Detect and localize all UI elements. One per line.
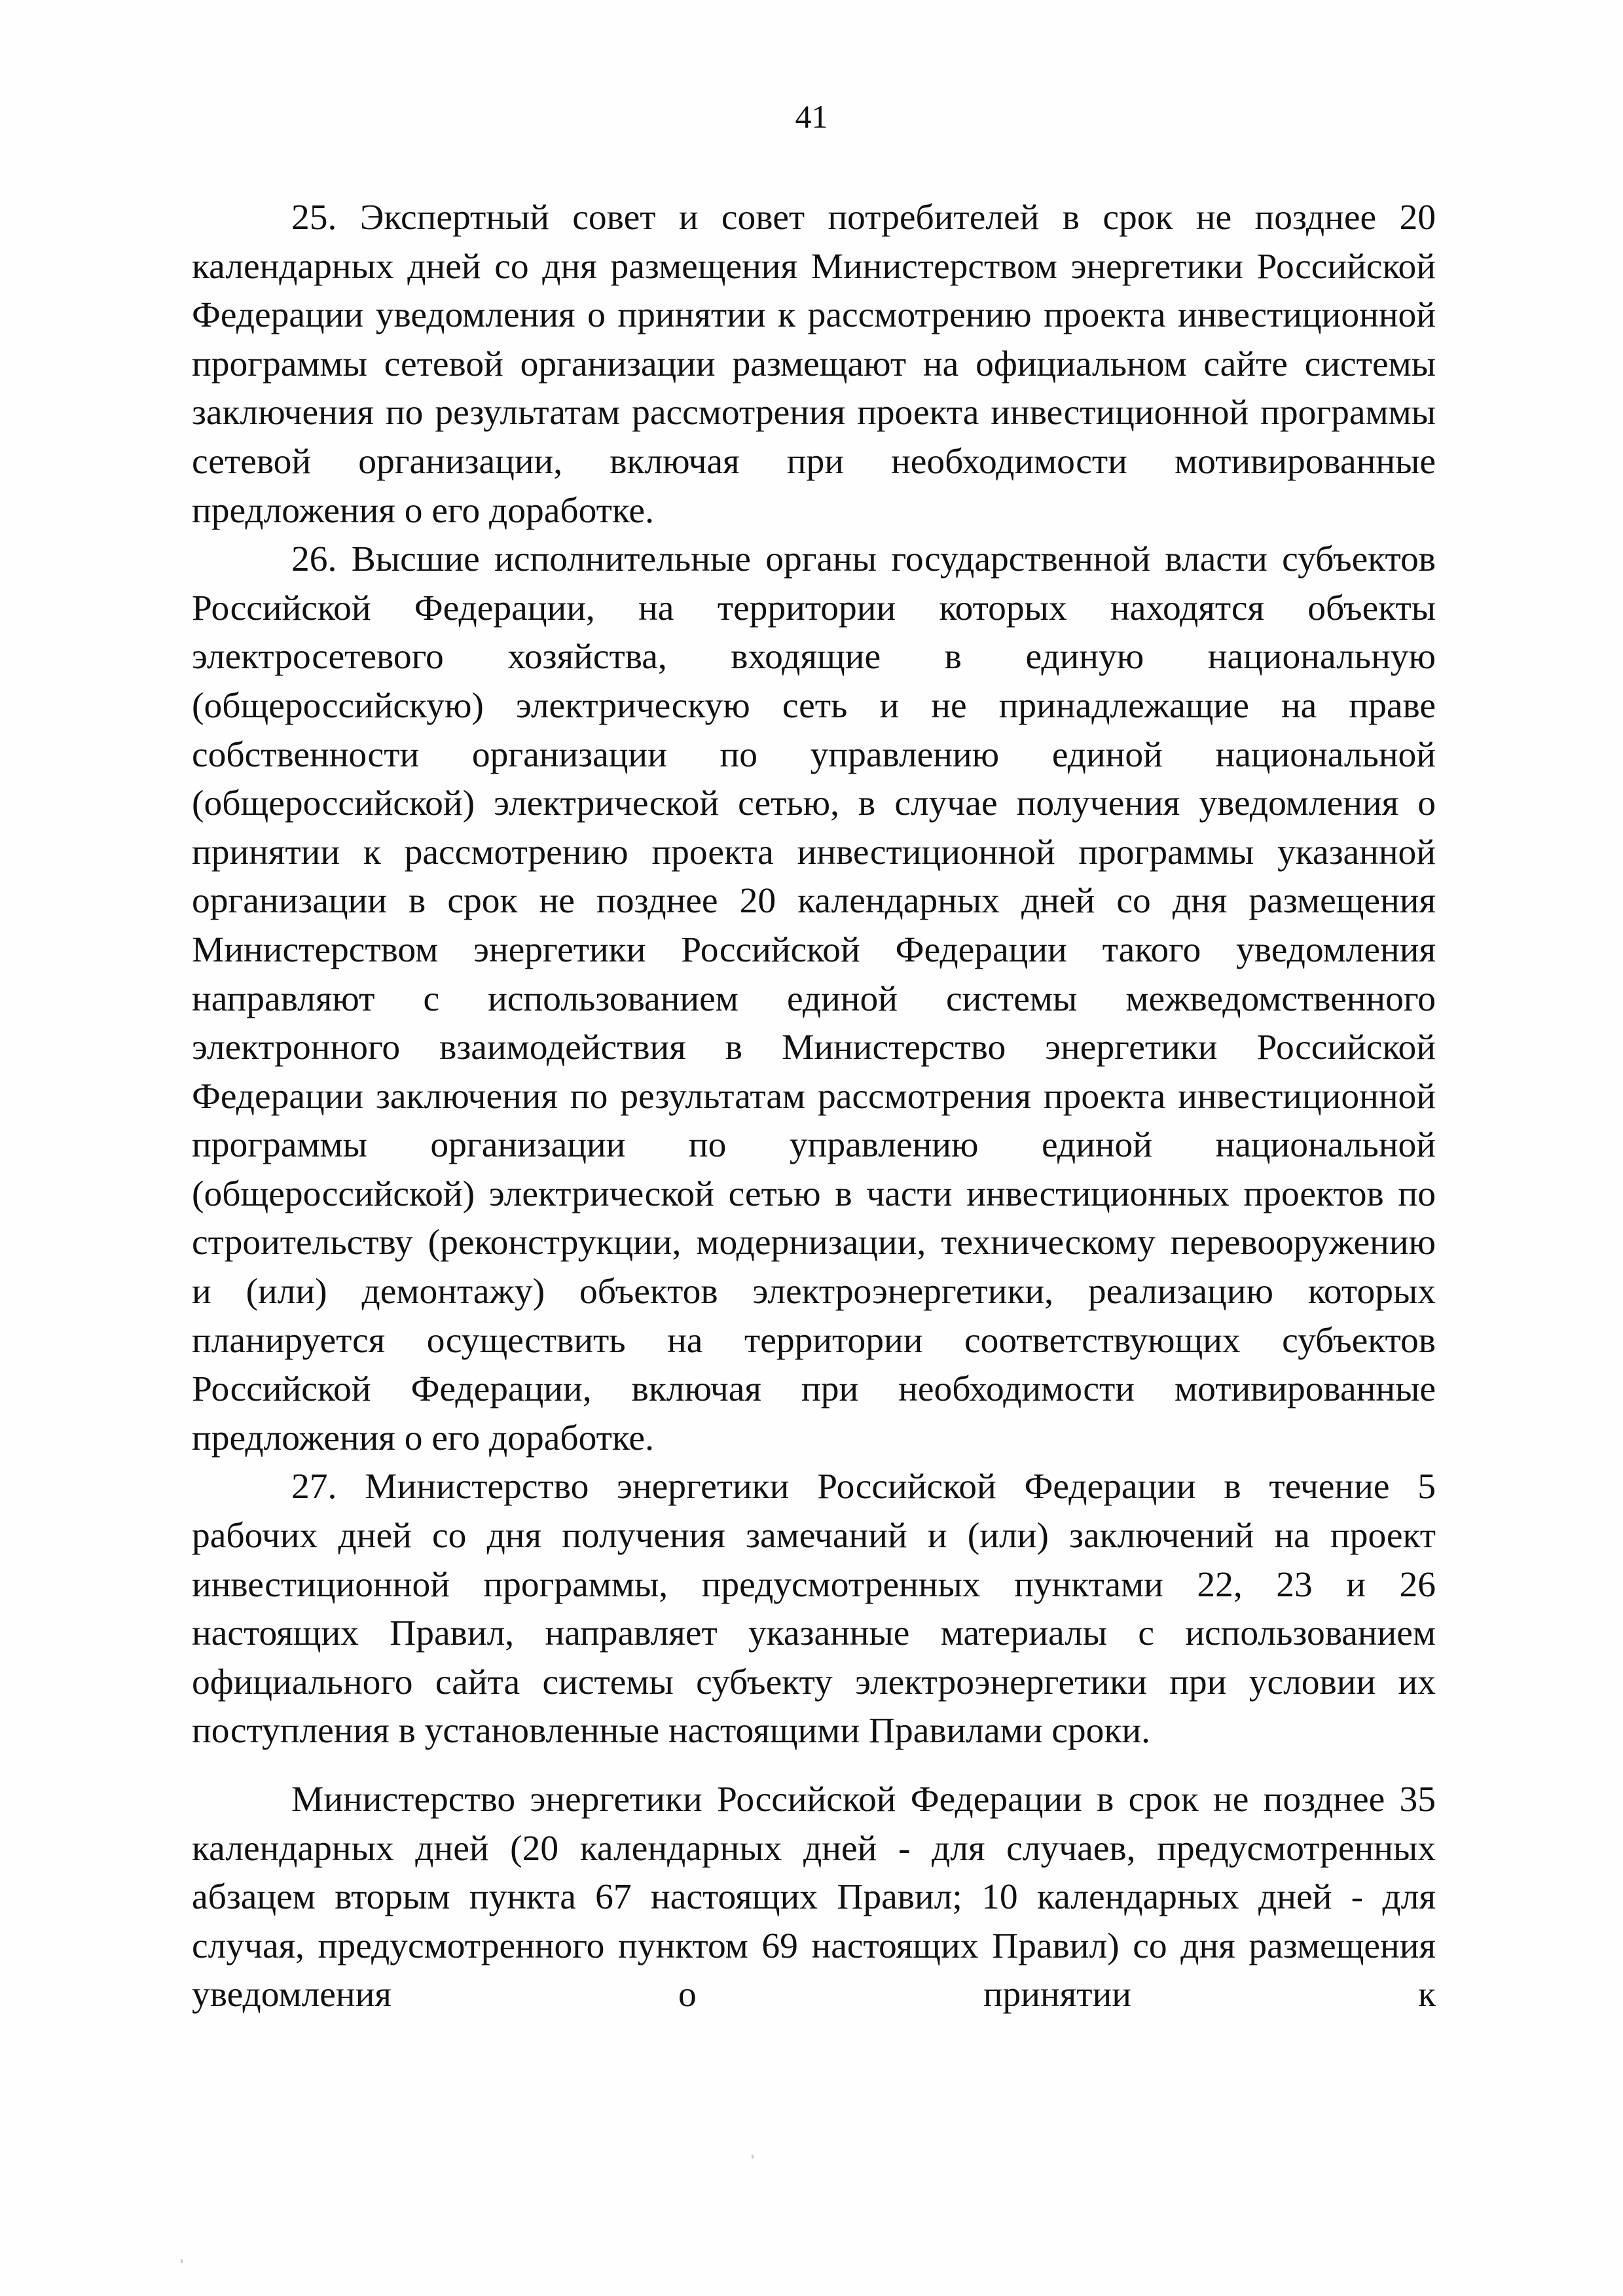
page-number: 41 <box>795 98 828 135</box>
scan-speck <box>752 2155 754 2159</box>
paragraph-27: 27. Министерство энергетики Российской Федерации в течение 5 рабочих дней со дня получения замечаний и (или) заключений на проект инвестиционной программы, предусмотренных пунктами 22, 23 и 26 настоящих Правил, направляет указанные материалы с использованием официального сайта системы субъекту электроэнергетики при условии их поступления в установленные настоящими Правилами сроки. <box>192 1467 1436 1751</box>
paragraph-25: 25. Экспертный совет и совет потребителей в срок не позднее 20 календарных дней со дня размещения Министерством энергетики Российской Федерации уведомления о принятии к рассмотрению проекта инвестиционной программы сетевой организации размещают на официальном сайте системы заключения по результатам рассмотрения проекта инвестиционной программы сетевой организации, включая при необходимости мотивированные предложения о его доработке. <box>192 198 1436 531</box>
paragraph-27-continuation: Министерство энергетики Российской Федерации в срок не позднее 35 календарных дней (20 календарных дней - для случаев, предусмотренных абзацем вторым пункта 67 настоящих Правил; 10 календарных дней - для случая, предусмотренного пунктом 69 настоящих Правил) со дня размещения уведомления о принятии к <box>192 1780 1436 2015</box>
paragraph-26: 26. Высшие исполнительные органы государственной власти субъектов Российской Федерации, на территории которых находятся объекты электросетевого хозяйства, входящие в единую национальную (общероссийскую) электрическую сеть и не принадлежащие на праве собственности организации по управлению единой национальной (общероссийской) электрической сетью, в случае получения уведомления о принятии к рассмотрению проекта инвестиционной программы указанной организации в срок не позднее 20 календарных дней со дня размещения Министерством энергетики Российской Федерации такого уведомления направляют с использованием единой системы межведомственного электронного взаимодействия в Министерство энергетики Российской Федерации заключения по результатам рассмотрения проекта инвестиционной программы организации по управлению единой национальной (общероссийской) электрической сетью в части инвестиционных проектов по строительству (реконструкции, модернизации, техническому перевооружению и (или) демонтажу) объектов электроэнергетики, реализацию которых планируется осуществить на территории соответствующих субъектов Российской Федерации, включая при необходимости мотивированные предложения о его доработке. <box>192 539 1436 1458</box>
document-body <box>192 194 1436 2020</box>
scan-speck <box>181 2259 183 2263</box>
